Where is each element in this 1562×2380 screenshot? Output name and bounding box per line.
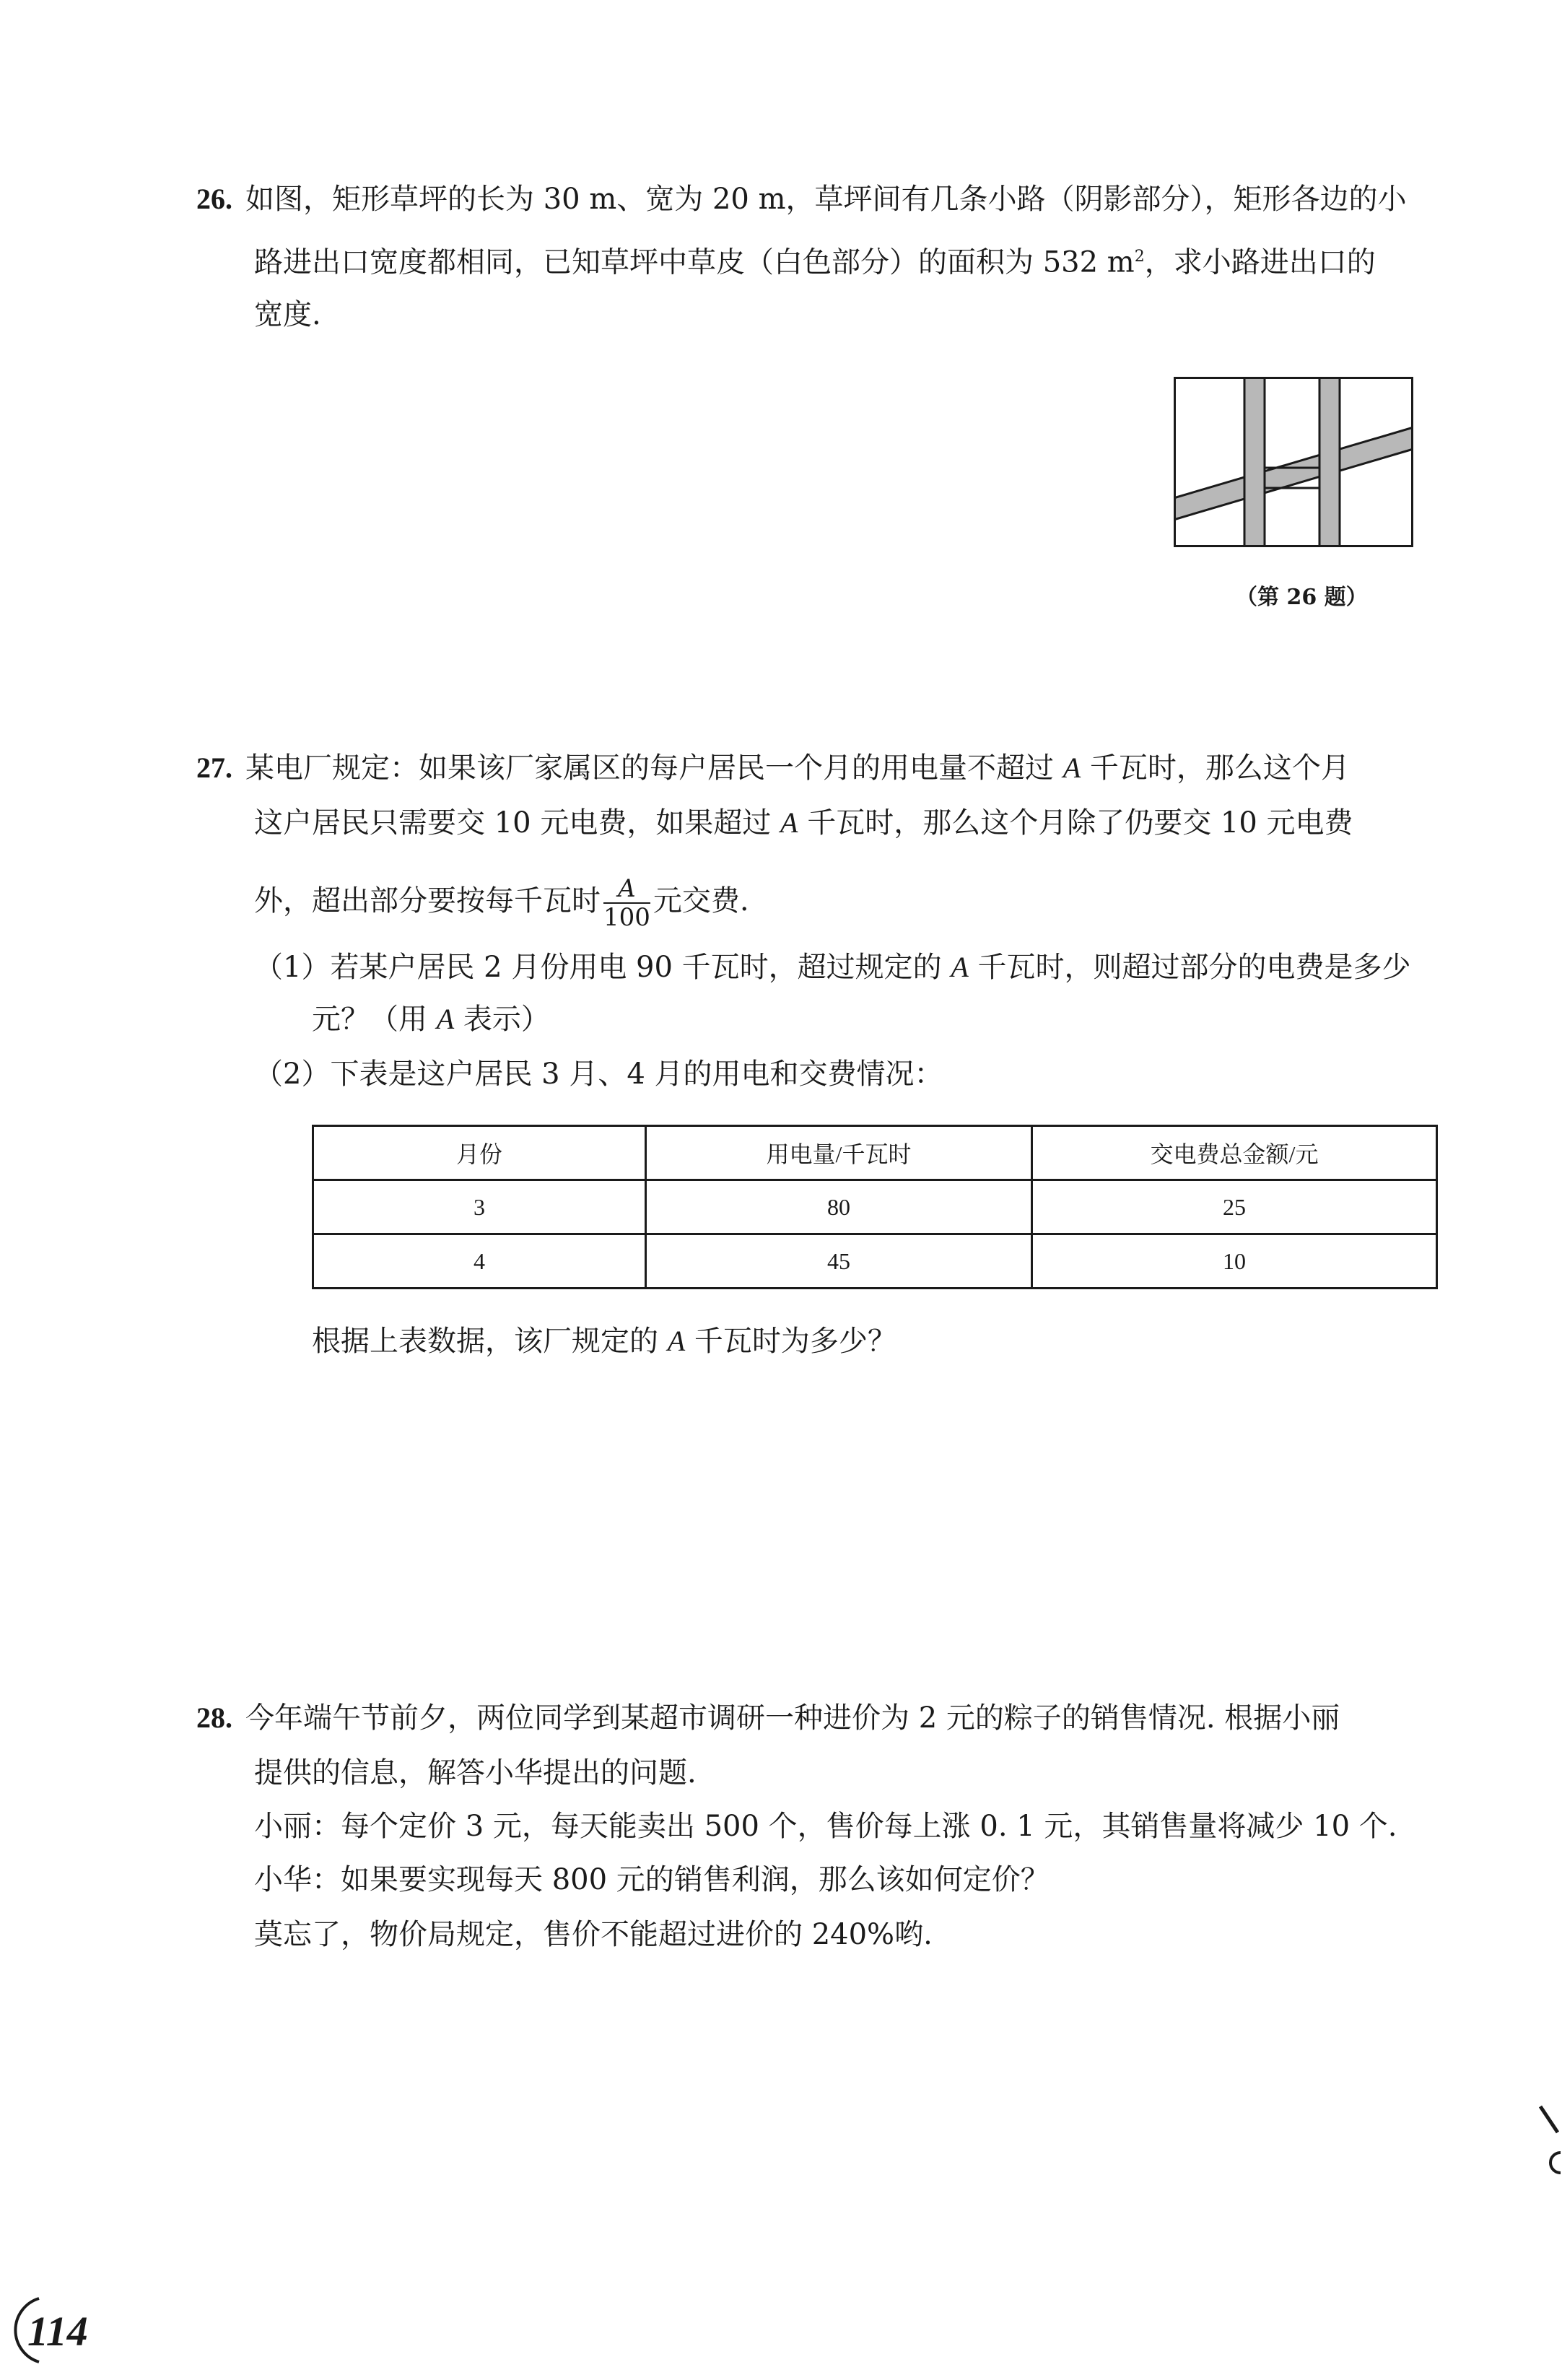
table-cell: 25 [1032,1180,1437,1234]
q27-var-a: A [1063,751,1081,784]
q27-text-2b: 千瓦时，那么这个月除了仍要交 10 元电费 [798,806,1353,840]
q27-part1-text-c: 元？（用 [312,1003,437,1036]
table-header: 交电费总金额/元 [1032,1126,1437,1180]
q27-line-3 [254,875,749,931]
q28-text-1: 今年端午节前夕，两位同学到某超市调研一种进价为 2 元的粽子的销售情况. 根据小丽 [245,1701,1340,1735]
q28-line-4: 小华：如果要实现每天 800 元的销售利润，那么该如何定价？ [254,1863,1050,1896]
q26-superscript: 2 [1134,248,1145,266]
q27-text-1b: 千瓦时，那么这个月 [1081,751,1350,785]
q28-line-1 [196,1698,1340,1738]
q26-line-3: 宽度. [254,298,321,331]
q26-number: 26. [196,183,232,215]
table-row [313,1234,1437,1289]
q26-text-2b: ，求小路进出口的 [1144,245,1376,279]
table-header: 月份 [313,1126,646,1180]
table-cell: 80 [646,1180,1032,1234]
q27-part-1-line-2 [312,999,550,1039]
page-number-text: 114 [27,2308,88,2355]
q27-text-1a: 某电厂规定：如果该厂家属区的每户居民一个月的用电量不超过 [245,751,1063,785]
q27-text-3b: 元交费. [653,884,749,917]
vertical-path-right [1319,377,1340,547]
q26-line-2 [254,237,1376,282]
q26-text-2a: 路进出口宽度都相同，已知草坪中草皮（白色部分）的面积为 532 m [254,245,1135,279]
q27-part-2: （2）下表是这户居民 3 月、4 月的用电和交费情况： [254,1058,943,1091]
q27-part-1-line-1 [254,947,1411,988]
scan-edge-mark-icon [1536,2101,1562,2180]
fraction [603,875,650,931]
q27-var-a: A [780,806,798,839]
q27-line-2 [254,803,1353,843]
table-header-row [313,1126,1437,1180]
q27-part1-text-a: （1）若某户居民 2 月份用电 90 千瓦时，超过规定的 [254,951,951,984]
table-cell: 45 [646,1234,1032,1289]
table-header: 用电量/千瓦时 [646,1126,1032,1180]
q26-text-1: 如图，矩形草坪的长为 30 m、宽为 20 m，草坪间有几条小路（阴影部分），矩形各边的小 [245,183,1407,216]
diagonal-path [1174,427,1413,520]
q28-line-5: 莫忘了，物价局规定，售价不能超过进价的 240%哟. [254,1918,933,1951]
vertical-path-left [1244,377,1265,547]
q27-text-3a: 外，超出部分要按每千瓦时 [254,884,601,917]
q27-var-a: A [436,1003,455,1035]
q27-part1-text-d: 表示） [454,1003,550,1036]
q27-part1-text-b: 千瓦时，则超过部分的电费是多少 [968,951,1411,984]
page-number [13,2294,88,2366]
q28-number: 28. [196,1701,232,1734]
lawn-figure [1174,377,1413,547]
q27-text-2a: 这户居民只需要交 10 元电费，如果超过 [254,806,781,840]
q27-question [312,1321,896,1361]
q27-var-a: A [951,951,969,983]
q27-ask-b: 千瓦时为多少？ [685,1325,896,1358]
q27-var-a: A [667,1325,686,1357]
q28-line-2: 提供的信息，解答小华提出的问题. [254,1756,697,1790]
figure-caption: （第 26 题） [1236,585,1368,610]
table-row [313,1180,1437,1234]
table-cell: 10 [1032,1234,1437,1289]
q27-line-1 [196,748,1350,788]
table-cell: 4 [313,1234,646,1289]
fraction-denominator: 100 [603,903,650,932]
q27-ask-a: 根据上表数据，该厂规定的 [312,1325,668,1358]
usage-table [312,1125,1438,1289]
q27-number: 27. [196,751,232,784]
q26-line-1 [196,179,1407,219]
fraction-numerator: A [603,875,650,904]
q28-line-3: 小丽：每个定价 3 元，每天能卖出 500 个，售价每上涨 0. 1 元，其销售量将减少 10 个. [254,1810,1397,1843]
table-cell: 3 [313,1180,646,1234]
